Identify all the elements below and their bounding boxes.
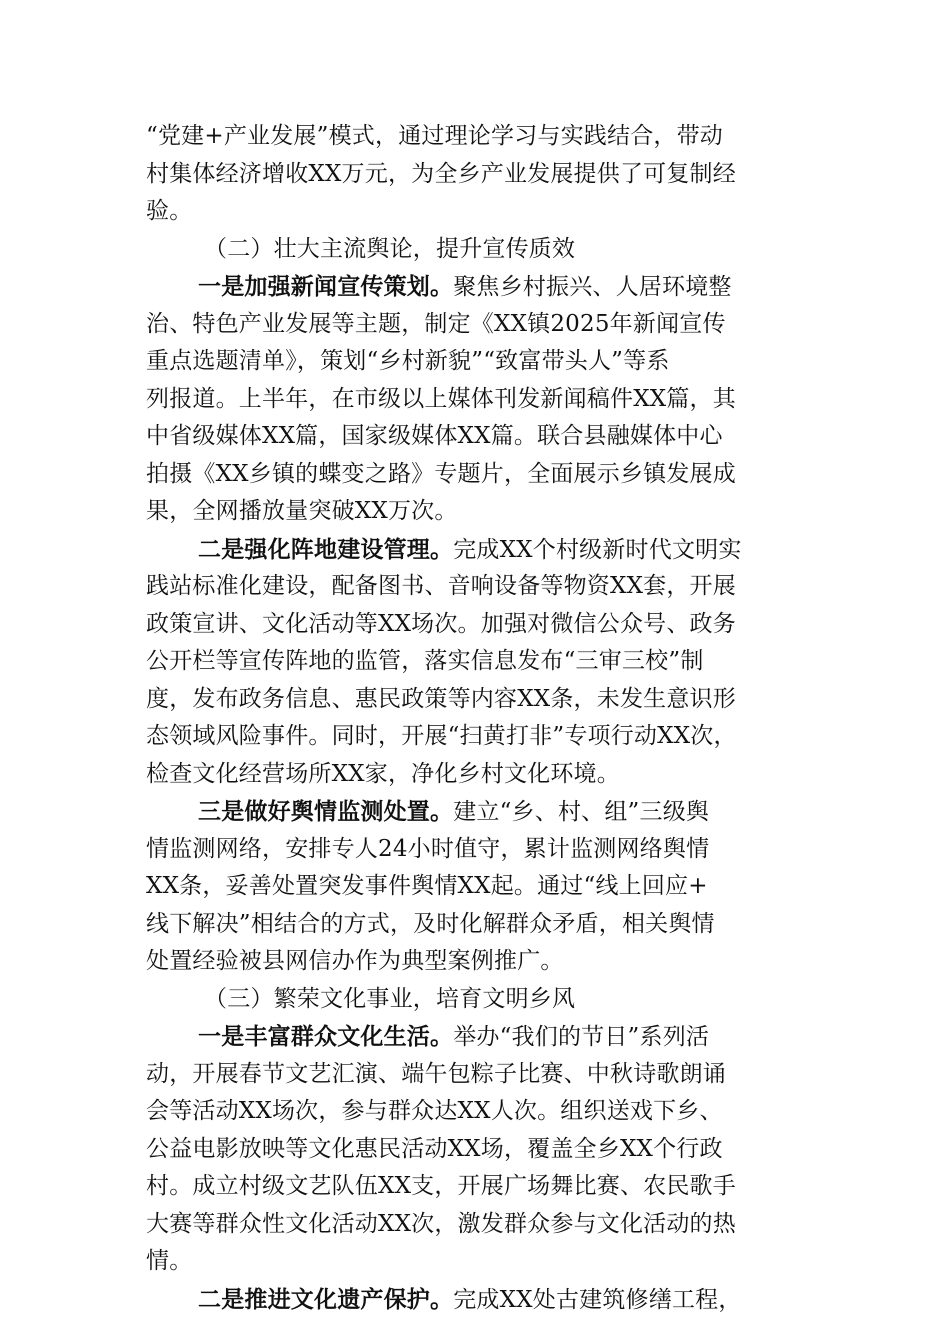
line-text: 践站标准化建设，配备图书、音响设备等物资XX套，开展 [146, 573, 736, 599]
line-text: 果，全网播放量突破XX万次。 [146, 498, 458, 524]
line-text: 度，发布政务信息、惠民政策等内容XX条，未发生意识形 [146, 685, 736, 712]
paragraph-line [146, 118, 826, 156]
line-text: 线下解决”相结合的方式，及时化解群众矛盾，相关舆情 [146, 910, 715, 937]
paragraph-first-line [146, 1281, 826, 1319]
paragraph-line [146, 381, 826, 419]
line-text: 村集体经济增收XX万元，为全乡产业发展提供了可复制经 [146, 160, 736, 187]
line-text: 举办“我们的节日”系列活 [453, 1024, 710, 1050]
line-text: 处置经验被县网信办作为典型案例推广。 [146, 948, 564, 974]
paragraph-first-line [146, 268, 826, 306]
paragraph-line [146, 718, 826, 756]
section-heading [146, 231, 826, 269]
line-text: 验。 [146, 198, 193, 224]
line-text: 公开栏等宣传阵地的监管，落实信息发布“三审三校”制 [146, 648, 704, 674]
paragraph-line [146, 568, 826, 606]
paragraph-line [146, 343, 826, 381]
paragraph-line [146, 493, 826, 531]
document-body [146, 118, 826, 1318]
section-heading [146, 981, 826, 1019]
paragraph-line [146, 1206, 826, 1244]
line-text: 重点选题清单》，策划“乡村新貌”“致富带头人”等系 [146, 348, 670, 374]
line-text: 中省级媒体XX篇，国家级媒体XX篇。联合县融媒体中心 [146, 423, 723, 449]
line-text: （三）繁荣文化事业，培育文明乡风 [204, 985, 576, 1012]
line-text: “党建+产业发展”模式，通过理论学习与实践结合，带动 [146, 123, 723, 149]
line-text: 建立“乡、村、组”三级舆 [453, 799, 710, 825]
paragraph-first-line [146, 1018, 826, 1056]
paragraph-line [146, 1168, 826, 1206]
line-text: 治、特色产业发展等主题，制定《XX镇2025年新闻宣传 [146, 310, 726, 337]
line-text: 大赛等群众性文化活动XX次，激发群众参与文化活动的热 [146, 1210, 736, 1237]
paragraph-line [146, 643, 826, 681]
paragraph-line [146, 831, 826, 869]
paragraph-lead: 一是丰富群众文化生活。 [198, 1023, 454, 1050]
paragraph-line [146, 1243, 826, 1281]
line-text: 公益电影放映等文化惠民活动XX场，覆盖全乡XX个行政 [146, 1135, 723, 1162]
line-text: 检查文化经营场所XX家，净化乡村文化环境。 [146, 760, 620, 787]
paragraph-lead: 一是加强新闻宣传策划。 [198, 273, 454, 300]
line-text: 完成XX个村级新时代文明实 [453, 536, 742, 563]
paragraph-line [146, 193, 826, 231]
paragraph-line [146, 1093, 826, 1131]
line-text: 动，开展春节文艺汇演、端午包粽子比赛、中秋诗歌朗诵 [146, 1060, 726, 1087]
paragraph-line [146, 1056, 826, 1094]
paragraph-line [146, 906, 826, 944]
line-text: 列报道。上半年，在市级以上媒体刊发新闻稿件XX篇，其 [146, 385, 736, 412]
line-text: 情。 [146, 1248, 193, 1274]
paragraph-line [146, 681, 826, 719]
line-text: XX条，妥善处置突发事件舆情XX起。通过“线上回应+ [146, 873, 708, 899]
line-text: 村。成立村级文艺队伍XX支，开展广场舞比赛、农民歌手 [146, 1173, 736, 1199]
line-text: 聚焦乡村振兴、人居环境整 [453, 274, 732, 300]
paragraph-line [146, 1131, 826, 1169]
paragraph-lead: 二是强化阵地建设管理。 [198, 535, 454, 563]
paragraph-first-line [146, 793, 826, 831]
paragraph-line [146, 606, 826, 644]
paragraph-first-line [146, 531, 826, 569]
line-text: 情监测网络，安排专人24小时值守，累计监测网络舆情 [146, 835, 710, 862]
line-text: 完成XX处古建筑修缮工程， [453, 1286, 742, 1313]
paragraph-lead: 三是做好舆情监测处置。 [198, 798, 454, 825]
paragraph-line [146, 418, 826, 456]
paragraph-lead: 二是推进文化遗产保护。 [198, 1285, 454, 1313]
line-text: 拍摄《XX乡镇的蝶变之路》专题片，全面展示乡镇发展成 [146, 460, 736, 487]
line-text: （二）壮大主流舆论，提升宣传质效 [204, 235, 576, 262]
line-text: 态领域风险事件。同时，开展“扫黄打非”专项行动XX次， [146, 723, 737, 749]
paragraph-line [146, 156, 826, 194]
paragraph-line [146, 868, 826, 906]
paragraph-line [146, 306, 826, 344]
paragraph-line [146, 756, 826, 794]
line-text: 政策宣讲、文化活动等XX场次。加强对微信公众号、政务 [146, 610, 736, 637]
line-text: 会等活动XX场次，参与群众达XX人次。组织送戏下乡、 [146, 1098, 723, 1124]
paragraph-line [146, 943, 826, 981]
paragraph-line [146, 456, 826, 494]
